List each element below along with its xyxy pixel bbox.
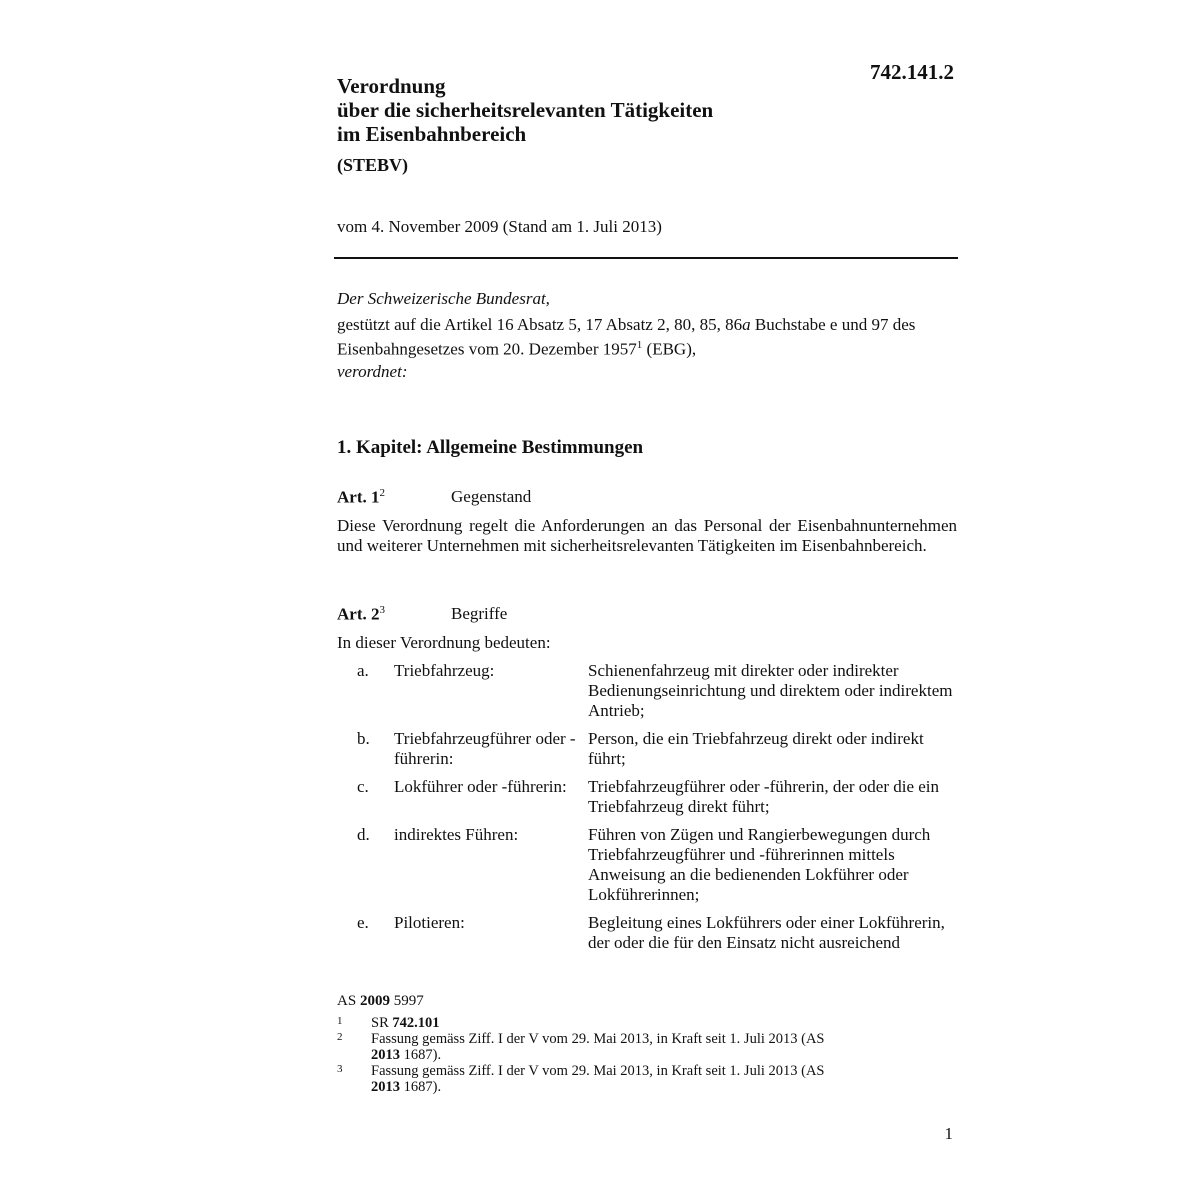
- footnotes: [337, 1015, 957, 1095]
- date-line: vom 4. November 2009 (Stand am 1. Juli 2013): [337, 217, 662, 236]
- definition-label: b.: [357, 729, 370, 748]
- definition-label: d.: [357, 825, 370, 844]
- footnote-ref[interactable]: 2: [379, 487, 385, 499]
- footnote-text-bold: 742.101: [392, 1015, 440, 1031]
- definition-list: [337, 661, 962, 953]
- title-line: über die sicherheitsrelevanten Tätigkeiten: [337, 98, 714, 122]
- preamble-decrees: verordnet:: [337, 362, 408, 381]
- document-title: [337, 74, 713, 146]
- as-year: 2009: [359, 993, 390, 1009]
- definition-item: [337, 661, 962, 721]
- as-page: 5997: [389, 993, 424, 1009]
- definition-term: indirektes Führen:: [394, 825, 519, 844]
- footnote-number: 2: [337, 1031, 343, 1043]
- definition-label: a.: [357, 661, 369, 680]
- definition-description: Führen von Zügen und Rangierbewegungen durch Triebfahrzeugführer und -führerinnen mittels Anweisung an die bedienenden Lokführer oder Lokführerinnen;: [588, 825, 931, 904]
- preamble-authority: Der Schweizerische Bundesrat,: [337, 289, 550, 308]
- article-title: Gegenstand: [451, 487, 532, 506]
- definition-item: [337, 777, 962, 817]
- definition-item: [337, 913, 962, 953]
- footnote-ref[interactable]: 1: [636, 339, 643, 351]
- title-line: im Eisenbahnbereich: [337, 122, 527, 146]
- footnote-text-part: 1687).: [400, 1079, 442, 1095]
- definition-term: Triebfahrzeugführer oder -führerin:: [394, 729, 576, 768]
- article-number: [337, 604, 385, 625]
- article-title: Begriffe: [451, 604, 508, 623]
- definition-description: Schienenfahrzeug mit direkter oder indirekter Bedienungseinrichtung und direktem oder indirektem Antrieb;: [588, 661, 953, 720]
- preamble-basis-text: (EBG),: [642, 339, 697, 359]
- definition-label: e.: [357, 913, 369, 932]
- footnote-text-part: Fassung gemäss Ziff. I der V vom 29. Mai 2013, in Kraft seit 1. Juli 2013 (AS: [371, 1063, 825, 1079]
- preamble-basis-italic: a: [742, 315, 751, 334]
- footnote: [337, 1031, 957, 1063]
- as-reference: [337, 993, 424, 1010]
- footnote-text-bold: 2013: [371, 1079, 400, 1095]
- definition-description: Begleitung eines Lokführers oder einer Lokführerin, der oder die für den Einsatz nicht ausreichend: [588, 913, 945, 952]
- footnote-number: 3: [337, 1063, 343, 1075]
- article-intro: In dieser Verordnung bedeuten:: [337, 633, 551, 652]
- footnote-text: [371, 1015, 957, 1031]
- article-number-text: Art. 2: [337, 604, 380, 624]
- as-prefix: AS: [337, 993, 360, 1009]
- preamble-basis-text: Buchstabe e und 97 des Eisenbahngesetzes vom 20. Dezember 1957: [337, 315, 916, 359]
- definition-description: Person, die ein Triebfahrzeug direkt oder indirekt führt;: [588, 729, 924, 768]
- footnote-text: [371, 1063, 851, 1095]
- footnote-text-part: SR: [371, 1015, 393, 1031]
- preamble-basis-text: gestützt auf die Artikel 16 Absatz 5, 17 Absatz 2, 80, 85, 86: [337, 315, 743, 334]
- footnote: [337, 1063, 957, 1095]
- definition-term: Pilotieren:: [394, 913, 465, 932]
- footnote-text-part: Fassung gemäss Ziff. I der V vom 29. Mai 2013, in Kraft seit 1. Juli 2013 (AS: [371, 1031, 825, 1047]
- footnote: [337, 1015, 957, 1031]
- page-number: 1: [944, 1124, 953, 1143]
- footnote-number: 1: [337, 1015, 343, 1027]
- article-number: [337, 487, 385, 508]
- definition-item: [337, 729, 962, 769]
- footnote-text-part: 1687).: [400, 1047, 442, 1063]
- footnote-ref[interactable]: 3: [379, 604, 385, 616]
- header-divider: [334, 257, 958, 259]
- definition-description: Triebfahrzeugführer oder -führerin, der oder die ein Triebfahrzeug direkt führt;: [588, 777, 940, 816]
- title-line: Verordnung: [337, 74, 446, 98]
- chapter-heading: 1. Kapitel: Allgemeine Bestimmungen: [337, 437, 644, 458]
- definition-label: c.: [357, 777, 369, 796]
- preamble-basis: [337, 315, 957, 360]
- footnote-text-bold: 2013: [371, 1047, 400, 1063]
- sr-number: 742.141.2: [870, 60, 954, 84]
- article-number-text: Art. 1: [337, 487, 380, 507]
- definition-term: Triebfahrzeug:: [394, 661, 495, 680]
- abbreviation: (STEBV): [337, 155, 409, 175]
- definition-term: Lokführer oder -führerin:: [394, 777, 567, 796]
- article-text: Diese Verordnung regelt die Anforderungen an das Personal der Eisenbahnunternehmen und weiterer Unternehmen mit sicherheitsrelevanten Tätigkeiten im Eisenbahnbereich.: [337, 516, 957, 555]
- definition-item: [337, 825, 962, 905]
- footnote-text: [371, 1031, 851, 1063]
